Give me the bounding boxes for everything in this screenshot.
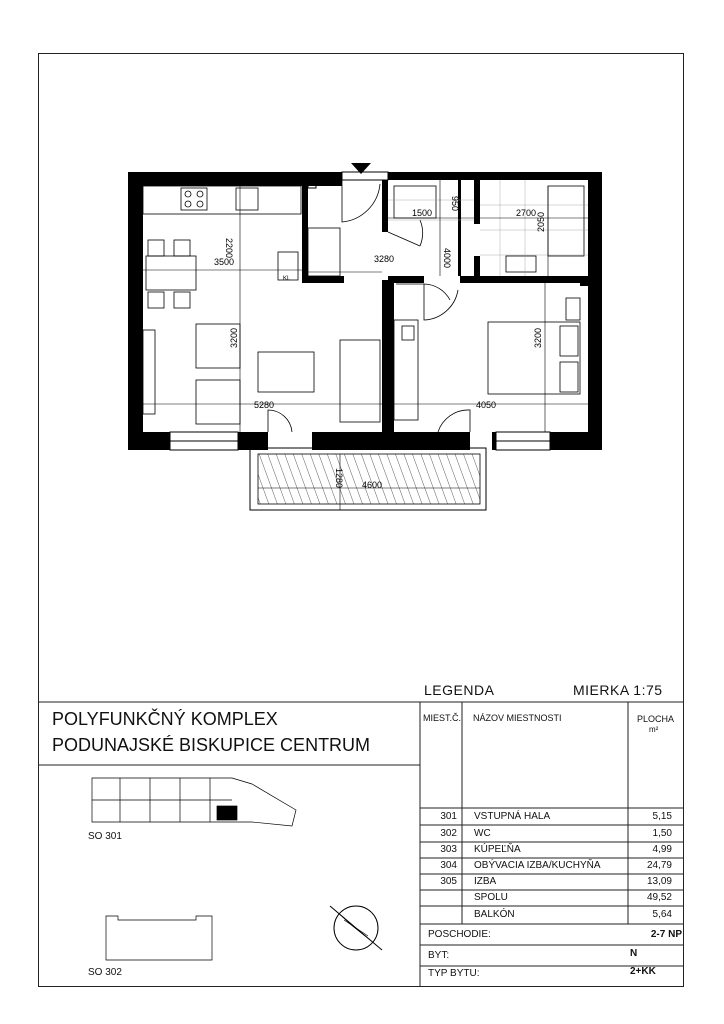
- dim-3200-bedroom: 3200: [533, 327, 543, 348]
- dim-950: 950: [450, 196, 460, 212]
- scale-label: MIERKA 1:75: [573, 682, 663, 698]
- dim-2700: 2700: [516, 208, 537, 218]
- dim-1280: 1280: [334, 468, 344, 489]
- room-area: 4,99: [652, 844, 672, 855]
- flat-type-label: TYP BYTU:: [428, 968, 480, 979]
- header-area: PLOCHA: [637, 714, 675, 724]
- so301-label: SO 301: [88, 831, 122, 842]
- room-number: 304: [440, 860, 457, 871]
- room-area: 24,79: [646, 860, 672, 871]
- floor-label: POSCHODIE:: [428, 929, 491, 940]
- dim-4600: 4600: [362, 480, 383, 490]
- room-number: 303: [440, 844, 457, 855]
- fridge-label: KL: [283, 276, 291, 282]
- dim-3200-living: 3200: [229, 327, 239, 348]
- flat-label: BYT:: [428, 950, 450, 961]
- dim-5280: 5280: [254, 400, 275, 410]
- flat-type-value: 2+KK: [630, 966, 656, 977]
- total-area: 49,52: [646, 892, 672, 903]
- project-title-line2: PODUNAJSKÉ BISKUPICE CENTRUM: [52, 735, 371, 755]
- dim-3280: 3280: [374, 254, 395, 264]
- header-room-name: NÁZOV MIESTNOSTI: [473, 713, 562, 723]
- room-number: 305: [440, 876, 457, 887]
- room-name: VSTUPNÁ HALA: [474, 811, 551, 822]
- floor-value: 2-7 NP: [650, 929, 682, 940]
- room-area: 1,50: [652, 828, 672, 839]
- dim-1500: 1500: [412, 208, 433, 218]
- room-name: OBÝVACIA IZBA/KUCHYŇA: [474, 860, 601, 871]
- balcony: [250, 448, 486, 510]
- room-name: KÚPEĽŇA: [474, 844, 521, 855]
- north-arrow-icon: [330, 906, 382, 950]
- dim-2050: 2050: [536, 211, 546, 232]
- balcony-area: 5,64: [652, 909, 672, 920]
- furniture: [143, 186, 584, 424]
- header-room-number: MIEST.Č.: [423, 713, 462, 723]
- dim-4000: 4000: [442, 248, 452, 269]
- dim-3500: 3500: [214, 257, 235, 267]
- room-name: WC: [474, 828, 491, 839]
- total-label: SPOLU: [474, 892, 508, 903]
- balcony-label: BALKÓN: [474, 909, 515, 920]
- site-plan-so301: [92, 778, 296, 826]
- flat-value: N: [630, 948, 638, 959]
- room-number: 301: [440, 811, 457, 822]
- room-area: 5,15: [652, 811, 672, 822]
- room-number: 302: [440, 828, 457, 839]
- header-area-unit: m²: [649, 725, 659, 734]
- dim-2200: 2200: [224, 238, 234, 259]
- site-plan-so302: [106, 916, 212, 960]
- legend-title: LEGENDA: [424, 682, 495, 698]
- bathroom-tiles: [388, 180, 588, 276]
- room-area: 13,09: [646, 876, 672, 887]
- room-name: IZBA: [474, 876, 497, 887]
- dim-4050: 4050: [476, 400, 497, 410]
- so302-label: SO 302: [88, 967, 122, 978]
- project-title-line1: POLYFUNKČNÝ KOMPLEX: [52, 709, 278, 729]
